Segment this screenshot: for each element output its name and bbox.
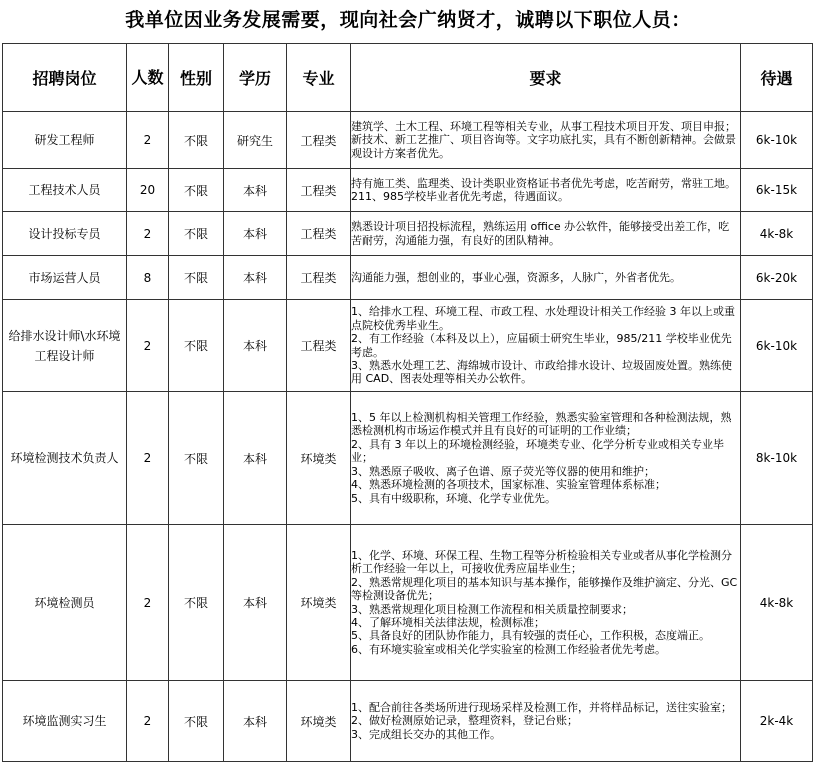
- cell-count: 20: [127, 169, 169, 212]
- cell-position: 市场运营人员: [3, 256, 127, 300]
- requirement-line: 1、化学、环境、环保工程、生物工程等分析检验相关专业或者从事化学检测分析工作经验一年以上，可接收优秀应届毕业生；: [351, 548, 732, 576]
- requirement-line: 熟悉设计项目招投标流程，熟练运用 office 办公软件，能够接受出差工作，吃苦耐劳，沟通能力强，有良好的团队精神。: [351, 220, 730, 247]
- cell-salary: 4k-8k: [741, 212, 813, 256]
- cell-gender: 不限: [169, 681, 224, 762]
- cell-education: 本科: [224, 392, 287, 525]
- table-row: [3, 256, 813, 300]
- cell-education: 本科: [224, 300, 287, 392]
- cell-gender: 不限: [169, 169, 224, 212]
- cell-requirements: [351, 300, 741, 392]
- job-table: [2, 43, 813, 762]
- cell-count: 2: [127, 681, 169, 762]
- cell-salary: 6k-10k: [741, 300, 813, 392]
- table-row: [3, 681, 813, 762]
- cell-position: 环境检测技术负责人: [3, 392, 127, 525]
- cell-gender: 不限: [169, 212, 224, 256]
- cell-requirements: [351, 112, 741, 169]
- cell-requirements: [351, 212, 741, 256]
- cell-position: 环境监测实习生: [3, 681, 127, 762]
- requirement-line: 5、具有中级职称，环境、化学专业优先。: [351, 491, 556, 505]
- table-row: [3, 169, 813, 212]
- requirement-line: 3、完成组长交办的其他工作。: [351, 727, 501, 741]
- cell-major: 工程类: [287, 256, 351, 300]
- cell-requirements: [351, 256, 741, 300]
- cell-count: 2: [127, 392, 169, 525]
- cell-count: 8: [127, 256, 169, 300]
- cell-gender: 不限: [169, 300, 224, 392]
- cell-salary: 4k-8k: [741, 525, 813, 681]
- cell-requirements: [351, 525, 741, 681]
- cell-salary: 8k-10k: [741, 392, 813, 525]
- header-major: 专业: [287, 44, 351, 112]
- requirement-line: 3、熟悉水处理工艺、海绵城市设计、市政给排水设计、垃圾固废处置。熟练使用 CAD、图表处理等相关办公软件。: [351, 358, 732, 386]
- requirement-line: 1、配合前往各类场所进行现场采样及检测工作，并将样品标记，送往实验室；: [351, 700, 732, 714]
- cell-education: 本科: [224, 169, 287, 212]
- cell-major: 环境类: [287, 525, 351, 681]
- cell-position: 给排水设计师\水环境工程设计师: [3, 300, 127, 392]
- table-row: [3, 300, 813, 392]
- cell-education: 本科: [224, 681, 287, 762]
- requirement-line: 沟通能力强，想创业的，事业心强，资源多，人脉广，外省者优先。: [351, 270, 681, 284]
- cell-gender: 不限: [169, 525, 224, 681]
- requirement-line: 2、有工作经验（本科及以上），应届硕士研究生毕业，985/211 学校毕业优先考虑。: [351, 332, 732, 359]
- cell-position: 环境检测员: [3, 525, 127, 681]
- requirement-line: 持有施工类、监理类、设计类职业资格证书者优先考虑，吃苦耐劳，常驻工地。211、985学校毕业者优先考虑，待遇面议。: [351, 176, 736, 203]
- requirement-line: 2、具有 3 年以上的环境检测经验，环境类专业、化学分析专业或相关专业毕业；: [351, 437, 724, 465]
- cell-gender: 不限: [169, 392, 224, 525]
- cell-position: 工程技术人员: [3, 169, 127, 212]
- cell-requirements: [351, 392, 741, 525]
- cell-requirements: [351, 169, 741, 212]
- cell-count: 2: [127, 112, 169, 169]
- requirement-line: 4、熟悉环境检测的各项技术，国家标准、实验室管理体系标准；: [351, 478, 666, 492]
- cell-education: 本科: [224, 212, 287, 256]
- cell-requirements: [351, 681, 741, 762]
- cell-salary: 2k-4k: [741, 681, 813, 762]
- requirement-line: 2、熟悉常规理化项目的基本知识与基本操作，能够操作及维护滴定、分光、GC 等检测设备优先；: [351, 575, 738, 603]
- cell-major: 环境类: [287, 681, 351, 762]
- cell-salary: 6k-10k: [741, 112, 813, 169]
- header-gender: 性别: [169, 44, 224, 112]
- header-education: 学历: [224, 44, 287, 112]
- requirement-line: 3、熟悉原子吸收、离子色谱、原子荧光等仪器的使用和维护；: [351, 464, 655, 478]
- table-row: [3, 392, 813, 525]
- cell-position: 研发工程师: [3, 112, 127, 169]
- requirement-line: 3、熟悉常规理化项目检测工作流程和相关质量控制要求；: [351, 602, 633, 616]
- cell-gender: 不限: [169, 112, 224, 169]
- table-row: [3, 112, 813, 169]
- cell-major: 工程类: [287, 112, 351, 169]
- cell-major: 工程类: [287, 212, 351, 256]
- cell-count: 2: [127, 300, 169, 392]
- page-title: 我单位因业务发展需要，现向社会广纳贤才，诚聘以下职位人员：: [125, 9, 691, 31]
- cell-salary: 6k-20k: [741, 256, 813, 300]
- header-row: [3, 44, 813, 112]
- table-row: [3, 525, 813, 681]
- requirement-line: 5、具备良好的团队协作能力，具有较强的责任心，工作积极，态度端正。: [351, 629, 710, 643]
- cell-count: 2: [127, 212, 169, 256]
- cell-education: 研究生: [224, 112, 287, 169]
- table-row: [3, 212, 813, 256]
- requirement-line: 1、给排水工程、环境工程、市政工程、水处理设计相关工作经验 3 年以上或重点院校优秀毕业生。: [351, 305, 735, 332]
- header-requirements: 要求: [351, 44, 741, 112]
- cell-major: 工程类: [287, 300, 351, 392]
- cell-education: 本科: [224, 256, 287, 300]
- cell-major: 环境类: [287, 392, 351, 525]
- requirement-line: 2、做好检测原始记录，整理资料，登记台账；: [351, 714, 578, 728]
- requirement-line: 1、5 年以上检测机构相关管理工作经验，熟悉实验室管理和各种检测法规，熟悉检测机构市场运作模式并且有良好的可证明的工作业绩；: [351, 411, 732, 438]
- header-position: 招聘岗位: [3, 44, 127, 112]
- cell-education: 本科: [224, 525, 287, 681]
- cell-count: 2: [127, 525, 169, 681]
- cell-salary: 6k-15k: [741, 169, 813, 212]
- header-salary: 待遇: [741, 44, 813, 112]
- cell-position: 设计投标专员: [3, 212, 127, 256]
- requirement-line: 4、了解环境相关法律法规，检测标准；: [351, 615, 545, 629]
- cell-major: 工程类: [287, 169, 351, 212]
- requirement-line: 建筑学、土木工程、环境工程等相关专业，从事工程技术项目开发、项目申报；新技术、新工艺推广、项目咨询等。文字功底扎实，具有不断创新精神。会做景观设计方案者优先。: [351, 119, 736, 160]
- requirement-line: 6、有环境实验室或相关化学实验室的检测工作经验者优先考虑。: [351, 642, 666, 656]
- header-count: 人数: [127, 44, 169, 112]
- cell-gender: 不限: [169, 256, 224, 300]
